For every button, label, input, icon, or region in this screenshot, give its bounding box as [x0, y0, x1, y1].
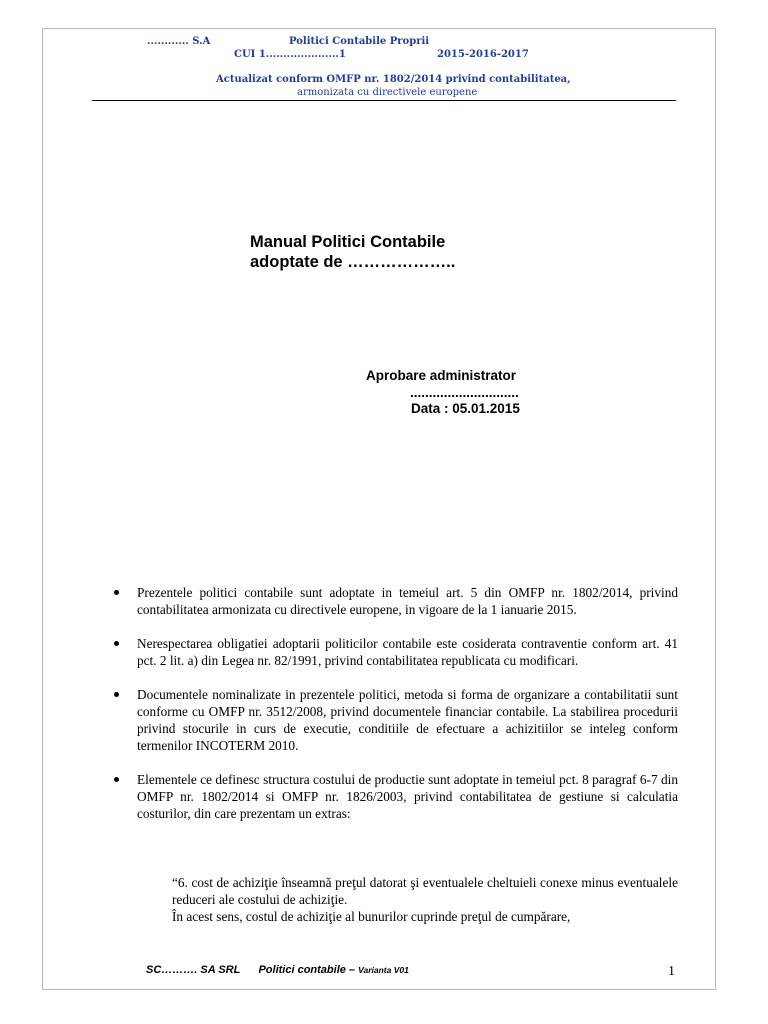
list-item: Documentele nominalizate in prezentele politici, metoda si forma de organizare a contabilitatii sunt conforme cu OMFP nr. 3512/2008, privind documentele financiar contabile. La stabilirea procedurii privind stocurile in curs de executie, conditiile de efectuare a achizitiilor se inteleg conform termenilor INCOTERM 2010.	[92, 686, 678, 754]
list-item: Prezentele politici contabile sunt adoptate in temeiul art. 5 din OMFP nr. 1802/2014, privind contabilitatea armonizata cu directivele europene, in vigoare de la 1 ianuarie 2015.	[92, 584, 678, 618]
manual-title-line1: Manual Politici Contabile	[250, 233, 446, 251]
bullet-icon	[114, 692, 119, 697]
header-update-line2: armonizata cu directivele europene	[297, 87, 478, 98]
footer-doc: Politici contabile –	[258, 964, 356, 976]
page-footer	[146, 964, 409, 976]
header-divider	[92, 100, 676, 101]
document-page	[42, 28, 716, 990]
header-update-line1: Actualizat conform OMFP nr. 1802/2014 privind contabilitatea,	[216, 74, 571, 85]
header-doc-title: Politici Contabile Proprii	[289, 36, 430, 47]
quoted-extract	[172, 874, 678, 925]
manual-title	[250, 232, 455, 272]
footer-company: SC………. SA SRL	[146, 964, 241, 976]
list-item: Elementele ce definesc structura costului de productie sunt adoptate in temeiul pct. 8 paragraf 6-7 din OMFP nr. 1802/2014 si OMFP nr. 1826/2003, privind contabilitatea de gestiune si calculatia costurilor, din care prezentam un extras:	[92, 771, 678, 822]
header-cui: CUI 1.....................1	[234, 49, 346, 60]
quote-paragraph: “6. cost de achiziţie înseamnă preţul datorat şi eventualele cheltuieli conexe minus eventualele reduceri ale costului de achiziţie.	[172, 875, 678, 907]
quote-paragraph: În acest sens, costul de achiziţie al bunurilor cuprinde preţul de cumpărare,	[172, 909, 571, 924]
header-years: 2015-2016-2017	[437, 49, 529, 60]
list-item: Nerespectarea obligatiei adoptarii politicilor contabile este cosiderata contraventie conform art. 41 pct. 2 lit. a) din Legea nr. 82/1991, privind contabilitatea republicata cu modificari.	[92, 635, 678, 669]
bullet-icon	[114, 641, 119, 646]
bullet-icon	[114, 590, 119, 595]
approval-label: Aprobare administrator	[366, 368, 517, 383]
page-number: 1	[668, 964, 675, 979]
approval-dots: .............................	[410, 385, 519, 400]
policy-bullet-list	[92, 584, 678, 839]
manual-title-line2: adoptate de ………………..	[250, 253, 456, 271]
bullet-icon	[114, 777, 119, 782]
header-company: ............ S.A	[147, 36, 211, 47]
approval-date: Data : 05.01.2015	[411, 401, 520, 416]
footer-variant: Varianta V01	[358, 965, 409, 975]
